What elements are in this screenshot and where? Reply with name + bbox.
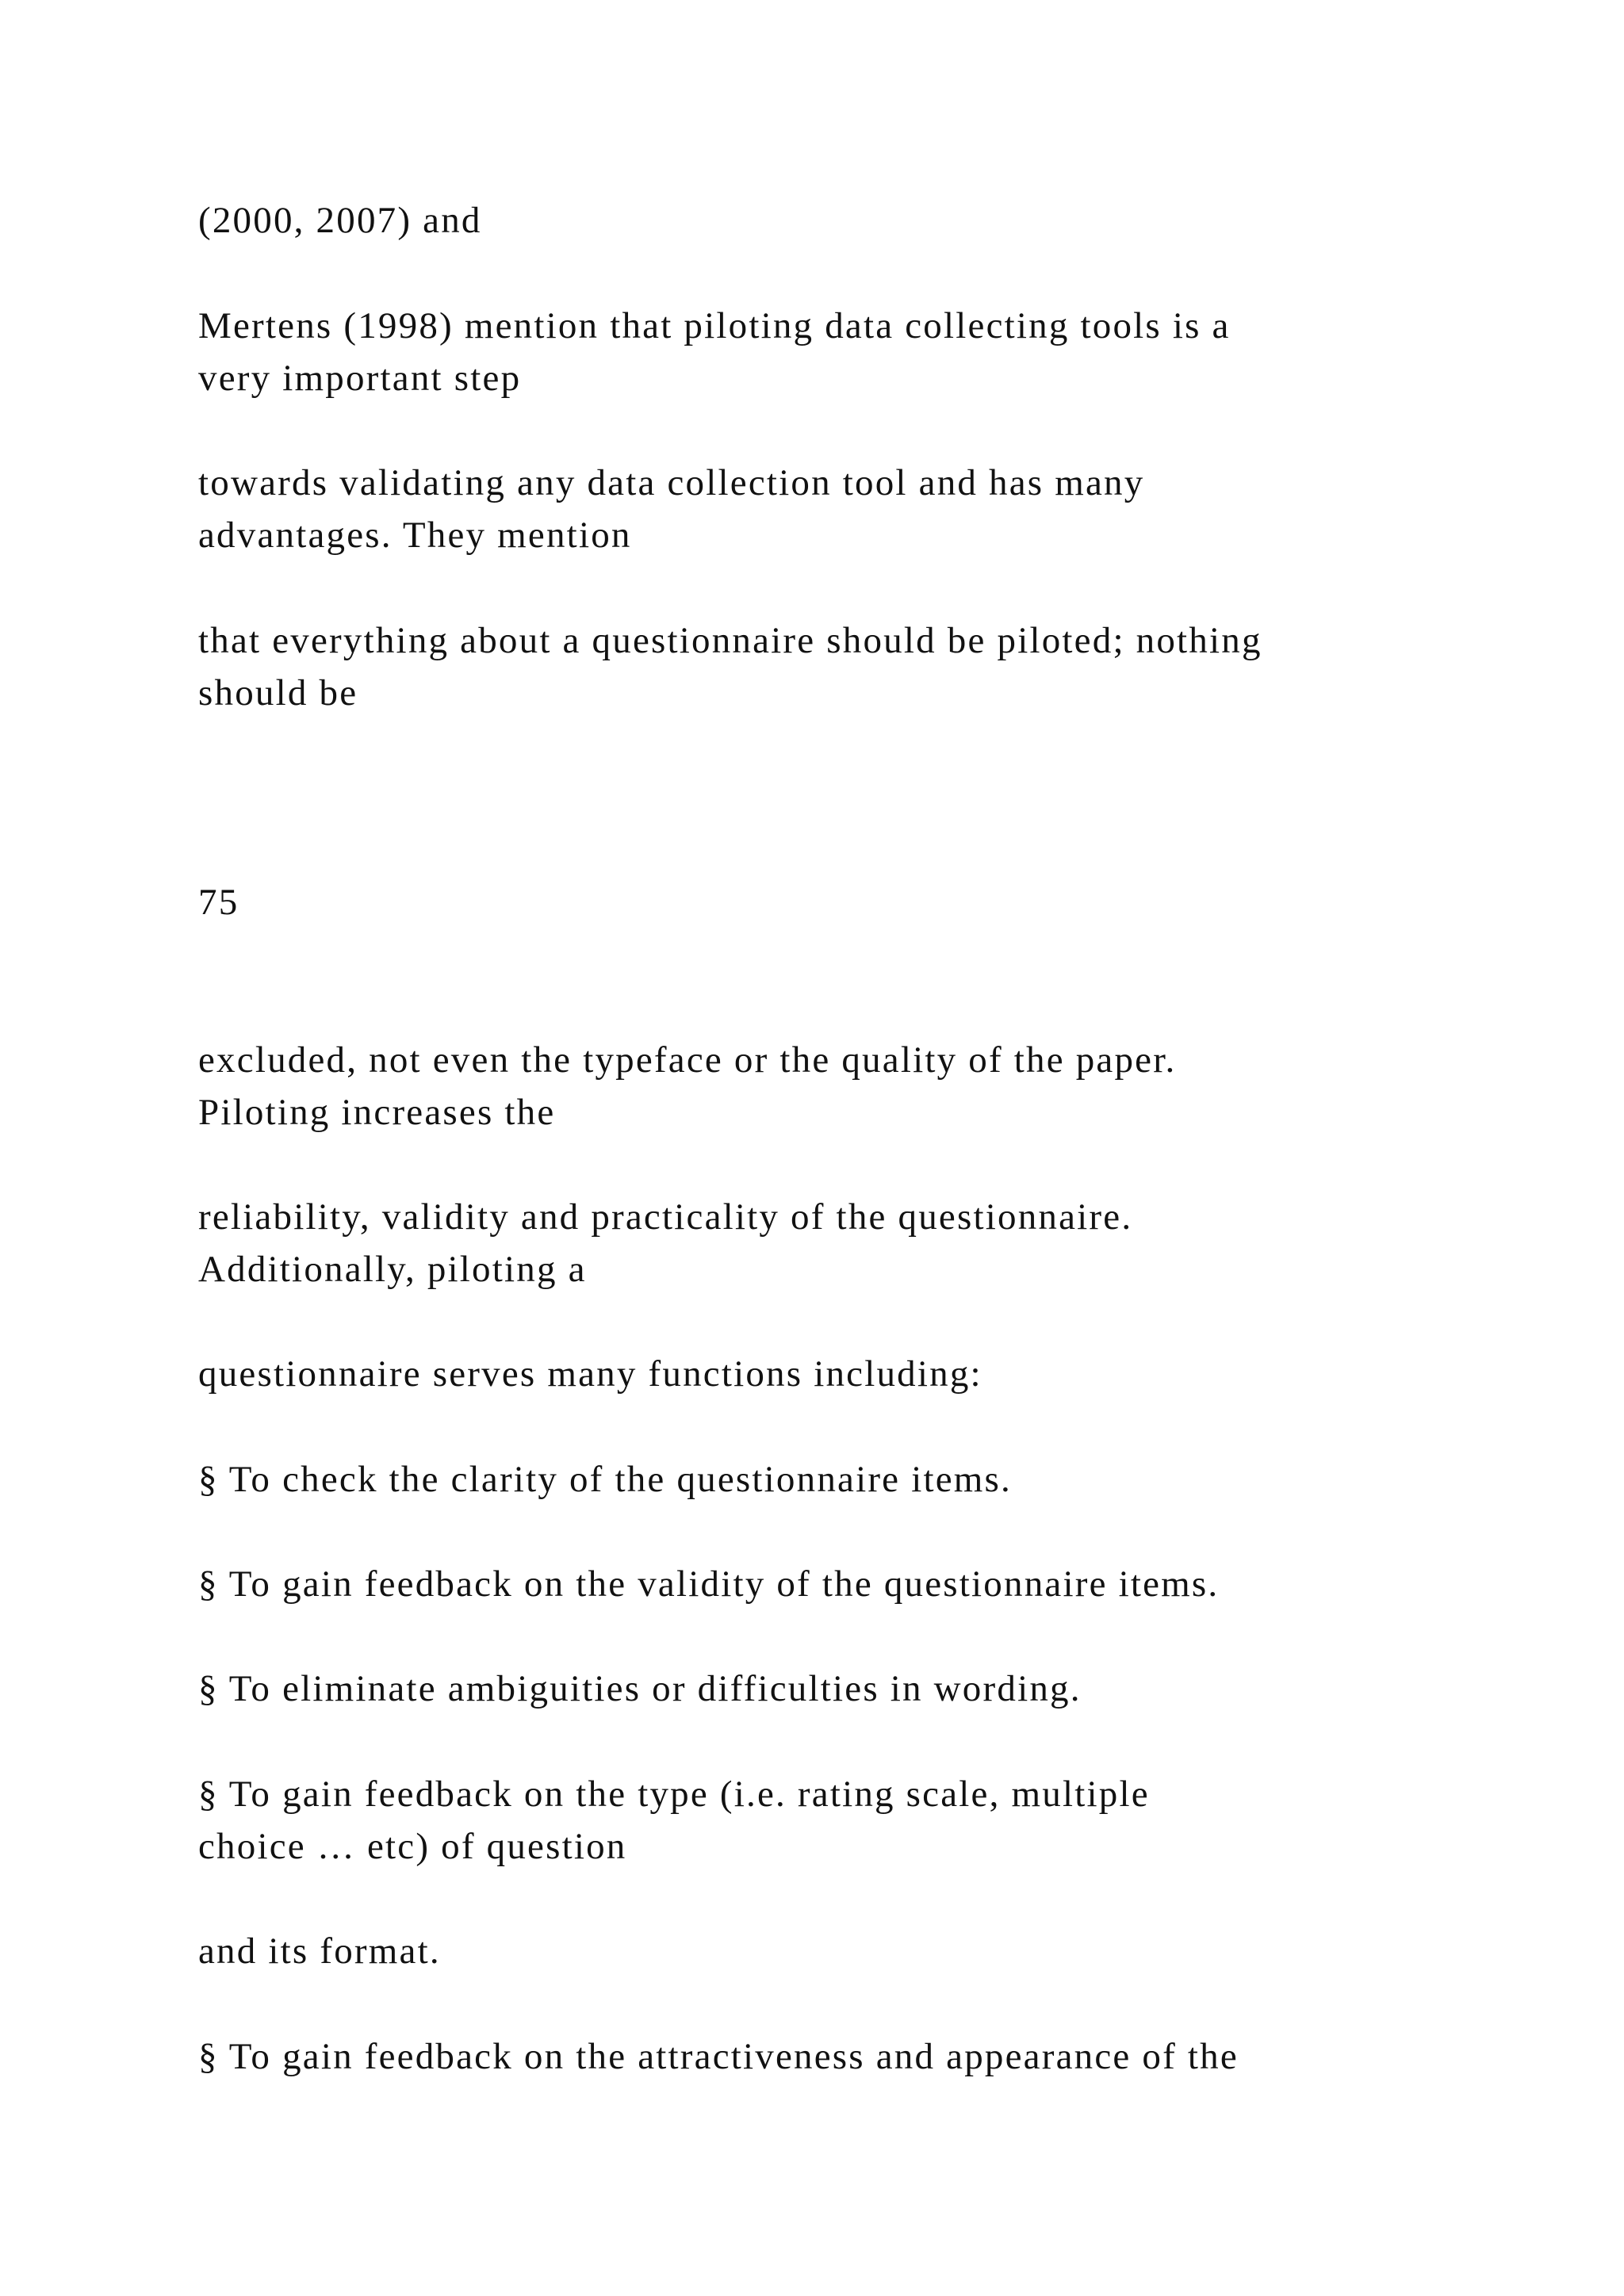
bullet-item: § To eliminate ambiguities or difficulties in wording. (198, 1668, 1082, 1709)
bullet-item-continuation: choice … etc) of question (198, 1826, 627, 1867)
text-line: that everything about a questionnaire should be piloted; nothing (198, 620, 1262, 661)
text-line: excluded, not even the typeface or the quality of the paper. (198, 1039, 1177, 1081)
bullet-item: § To gain feedback on the type (i.e. rating scale, multiple (198, 1774, 1150, 1815)
bullet-item: § To gain feedback on the attractiveness and appearance of the (198, 2036, 1239, 2077)
bullet-item-continuation: and its format. (198, 1931, 441, 1972)
bullet-item: § To gain feedback on the validity of the questionnaire items. (198, 1563, 1220, 1605)
page-number: 75 (198, 882, 239, 923)
text-line: should be (198, 672, 358, 714)
text-line: advantages. They mention (198, 515, 632, 556)
text-line: Mertens (1998) mention that piloting data collecting tools is a (198, 305, 1231, 346)
text-line: reliability, validity and practicality of the questionnaire. (198, 1196, 1133, 1238)
text-line: towards validating any data collection tool and has many (198, 462, 1145, 503)
text-line: Additionally, piloting a (198, 1249, 587, 1290)
text-line: (2000, 2007) and (198, 200, 482, 241)
text-line: very important step (198, 358, 522, 399)
text-line: questionnaire serves many functions including: (198, 1353, 982, 1395)
text-line: Piloting increases the (198, 1092, 556, 1133)
bullet-item: § To check the clarity of the questionnaire items. (198, 1459, 1012, 1500)
